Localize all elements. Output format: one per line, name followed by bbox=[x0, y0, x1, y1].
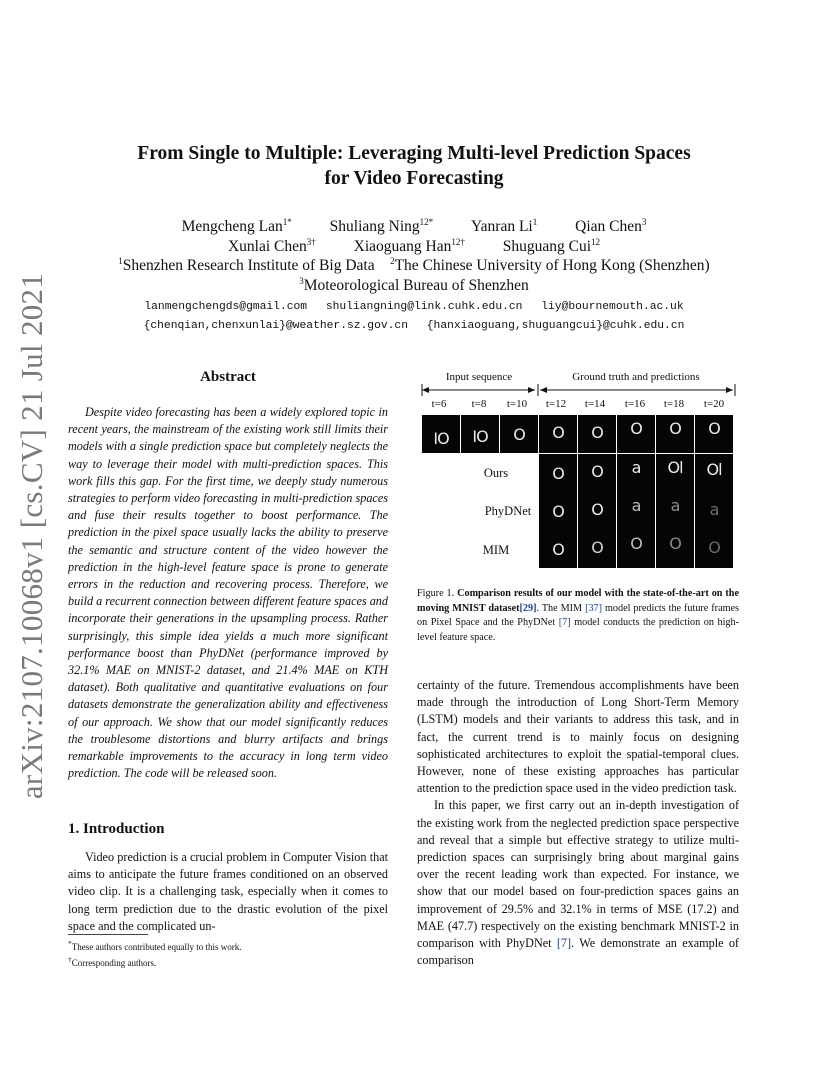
ground-truth-header: Ground truth and predictions bbox=[572, 371, 700, 383]
email: liy@bournemouth.ac.uk bbox=[541, 301, 684, 313]
time-label: t=6 bbox=[431, 398, 447, 410]
prediction-frame: O bbox=[539, 492, 577, 530]
prediction-frame: a bbox=[695, 492, 733, 530]
prediction-frame: O bbox=[578, 530, 616, 568]
author: Shuguang Cui$^{12}$ bbox=[502, 236, 601, 255]
paragraph: In this paper, we first carry out an in-depth investigation of the existing work from the neglected prediction space perspective and reveal that a simple but effective strategy to utilize multi-prediction spaces can surprisingly bring about marginal gains over the recent leading work than expected. For instance, we show that our model based on four-prediction spaces gains an improvement of 29.5% and 32.1% in terms of MSE (17.2) and MAE (47.7) respectively on the existing benchmark MNIST-2 in comparison with PhyDNet [7]. We demonstrate an example of comparison bbox=[417, 798, 739, 968]
timeline-brackets bbox=[417, 382, 739, 398]
citation-link[interactable]: [7] bbox=[556, 936, 572, 951]
time-label: t=18 bbox=[663, 398, 685, 410]
author: Xiaoguang Han$^{12\dagger}$ bbox=[353, 236, 465, 255]
author-row-1 bbox=[90, 217, 738, 237]
intro-text: Video prediction is a crucial problem in Computer Vision that aims to anticipate the future frames conditioned on an observed video clip. It is a challenging task, especially when it comes to long term prediction due to the drastic evolution of the pixel space and the complicated un- bbox=[68, 850, 388, 933]
prediction-frame: O bbox=[617, 530, 655, 568]
abstract-text: Despite video forecasting has been a widely explored topic in recent years, the mainstream of the existing work still limits their models with a single prediction space but completely neglects the way to leverage their model with multi-prediction spaces. This work fills this gap. For the first time, we deeply study numerous strategies to perform video forecasting in multi-prediction spaces and fuse their results together to boost performance. The prediction in the pixel space usually lacks the ability to preserve the semantic and structure content of the video however the prediction in the high-level feature space is prone to generate errors in the reduction and recovering process. Therefore, we build a recurrent connection between different feature spaces and incorporate their generations in the upsampling process. Rather surprisingly, this simple idea yields a much more significant performance boost than PhyDNet (performance improved by 32.1% MAE on MNIST-2 dataset, and 21.4% MAE on KTH dataset). Both qualitative and quantitative evaluations on four datasets demonstrate the generalization ability and effectiveness of our approach. We show that our model significantly reduces the troublesome distortions and blurry artifacts and brings remarkable improvements to the accuracy in long term video prediction. The code will be released soon. bbox=[68, 405, 388, 781]
author: Yanran Li$^1$ bbox=[471, 217, 538, 235]
title-line-2: for Video Forecasting bbox=[324, 168, 504, 189]
time-label: t=8 bbox=[471, 398, 487, 410]
input-sequence-header: Input sequence bbox=[445, 371, 513, 383]
citation-link[interactable]: [7] bbox=[558, 617, 571, 628]
abstract-heading: Abstract bbox=[200, 369, 256, 385]
footnote-rule bbox=[68, 934, 148, 935]
email-row-1 bbox=[90, 298, 738, 317]
time-label: t=16 bbox=[624, 398, 646, 410]
ground-truth-frame: O bbox=[656, 415, 694, 453]
arxiv-identifier: arXiv:2107.10068v1 [cs.CV] 21 Jul 2021 bbox=[14, 272, 49, 800]
prediction-frame: O bbox=[539, 530, 577, 568]
row-label-ours: Ours bbox=[483, 466, 509, 480]
email: {chenqian,chenxunlai}@weather.sz.gov.cn bbox=[143, 320, 408, 332]
time-label: t=10 bbox=[506, 398, 528, 410]
ground-truth-frame: O bbox=[617, 415, 655, 453]
email: shuliangning@link.cuhk.edu.cn bbox=[325, 301, 523, 313]
prediction-frame: O bbox=[578, 492, 616, 530]
email-row-2 bbox=[90, 317, 738, 336]
paragraph: certainty of the future. Tremendous accomplishments have been made through the introduction of Long Short-Term Memory (LSTM) models and their variants to address this task, and in fact, the current trend is to mainly focus on designing sophisticated architectures to exploit the spatial-temporal clues. However, none of these existing approaches has particular attention to the prediction space used in the video prediction task. bbox=[417, 678, 739, 796]
paper-title bbox=[90, 141, 738, 191]
time-label: t=12 bbox=[545, 398, 567, 410]
prediction-frame: Ol bbox=[695, 454, 733, 492]
input-frame: IO bbox=[422, 415, 460, 453]
email: {hanxiaoguang,shuguangcui}@cuhk.edu.cn bbox=[426, 320, 685, 332]
author: Xunlai Chen$^{3\dagger}$ bbox=[227, 236, 316, 255]
row-label-phydnet: PhyDNet bbox=[484, 504, 532, 518]
title-line-1: From Single to Multiple: Leveraging Multi-level Prediction Spaces bbox=[137, 143, 691, 164]
ground-truth-frame: O bbox=[578, 415, 616, 453]
time-label: t=20 bbox=[703, 398, 725, 410]
footnote-2: †Corresponding authors. bbox=[68, 954, 157, 968]
author: Mengcheng Lan$^{1*}$ bbox=[181, 217, 292, 235]
prediction-frame: O bbox=[695, 530, 733, 568]
input-frame: IO bbox=[461, 415, 499, 453]
prediction-frame: O bbox=[656, 530, 694, 568]
input-frame: O bbox=[500, 415, 538, 453]
email: lanmengchengds@gmail.com bbox=[144, 301, 308, 313]
email-block bbox=[90, 298, 738, 336]
author-block bbox=[90, 217, 738, 295]
prediction-frame: Ol bbox=[656, 454, 694, 492]
citation-link[interactable]: [29] bbox=[519, 602, 537, 614]
intro-heading: 1. Introduction bbox=[68, 821, 165, 837]
footnotes bbox=[68, 934, 388, 969]
citation-link[interactable]: [37] bbox=[585, 602, 603, 614]
row-label-mim: MIM bbox=[482, 543, 510, 557]
author-row-2 bbox=[90, 237, 738, 257]
prediction-frame: O bbox=[539, 454, 577, 492]
right-column-text bbox=[417, 677, 739, 969]
prediction-frame: a bbox=[617, 454, 655, 492]
author: Shuliang Ning$^{12*}$ bbox=[329, 217, 434, 235]
footnote-1: *These authors contributed equally to this work. bbox=[68, 939, 242, 952]
prediction-frame: a bbox=[656, 492, 694, 530]
time-label: t=14 bbox=[584, 398, 606, 410]
affiliation-row-1: $^1$Shenzhen Research Institute of Big Data $^2$The Chinese University of Hong Kong (Shenzhen) bbox=[118, 256, 710, 274]
ground-truth-frame: O bbox=[695, 415, 733, 453]
prediction-frame: O bbox=[578, 454, 616, 492]
ground-truth-frame: O bbox=[539, 415, 577, 453]
affiliation-row-2: $^3$Moteorological Bureau of Shenzhen bbox=[299, 275, 529, 294]
figure-1 bbox=[417, 368, 739, 580]
prediction-frame: a bbox=[617, 492, 655, 530]
author: Qian Chen$^3$ bbox=[575, 217, 647, 235]
figure-caption: Figure 1. Comparison results of our model with the state-of-the-art on the moving MNIST dataset[29]. The MIM [37] model predicts the future frames on Pixel Space and the PhyDNet [7] model conducts the prediction on high-level feature space. bbox=[417, 588, 739, 643]
